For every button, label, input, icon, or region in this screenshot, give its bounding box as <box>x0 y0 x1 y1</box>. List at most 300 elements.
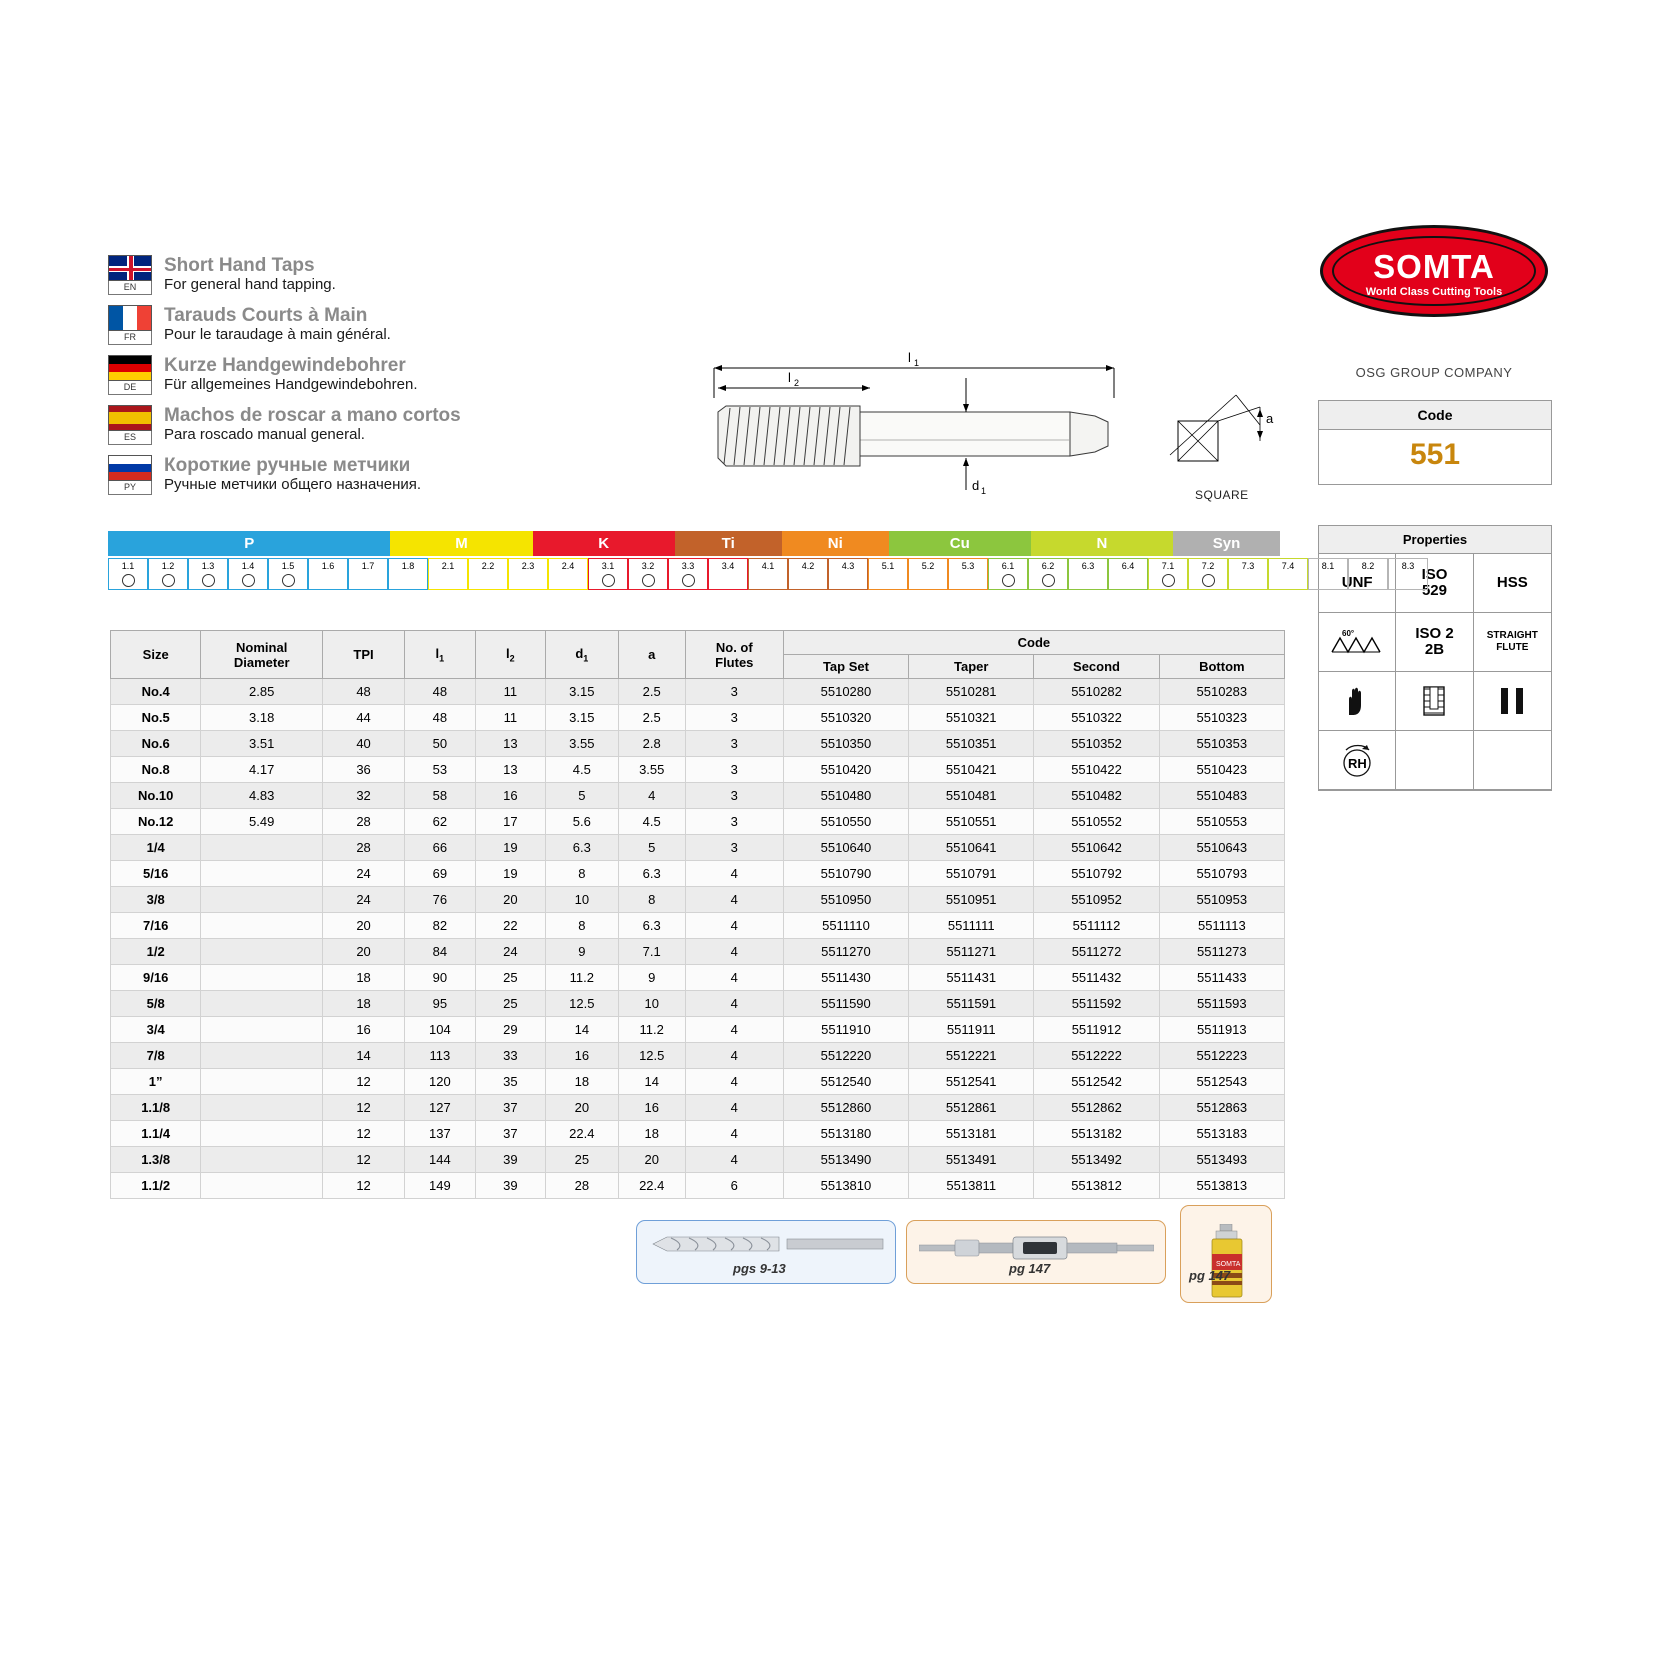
l2-cell: 19 <box>475 861 545 887</box>
bottom-code-cell: 5510953 <box>1159 887 1284 913</box>
tap-set-code-cell: 5511910 <box>783 1017 908 1043</box>
language-row-de <box>108 355 628 395</box>
table-row <box>111 1017 1285 1043</box>
language-code: PY <box>108 481 152 495</box>
material-cell[interactable] <box>1068 558 1108 590</box>
material-cell-number: 3.1 <box>601 561 615 571</box>
tap-set-code-cell: 5513180 <box>783 1121 908 1147</box>
table-row <box>111 1043 1285 1069</box>
flutes-cell: 3 <box>685 809 783 835</box>
taper-code-cell: 5511111 <box>909 913 1034 939</box>
l1-cell: 149 <box>405 1173 476 1199</box>
flutes-cell: 4 <box>685 939 783 965</box>
material-cell[interactable] <box>388 558 428 590</box>
language-code: FR <box>108 331 152 345</box>
material-cell-number: 1.6 <box>321 561 335 571</box>
material-cell[interactable] <box>1308 558 1348 590</box>
l2-cell: 37 <box>475 1095 545 1121</box>
svg-text:1: 1 <box>981 486 987 496</box>
flutes-cell: 4 <box>685 1069 783 1095</box>
material-cell[interactable] <box>988 558 1028 590</box>
material-cell[interactable] <box>708 558 748 590</box>
nominal-diameter-cell <box>201 965 323 991</box>
material-cell-number: 7.4 <box>1281 561 1295 571</box>
material-cell-number: 8.3 <box>1401 561 1415 571</box>
l1-cell: 66 <box>405 835 476 861</box>
nominal-diameter-cell <box>201 1043 323 1069</box>
tap-set-code-cell: 5510420 <box>783 757 908 783</box>
second-code-cell: 5510482 <box>1034 783 1159 809</box>
d1-cell: 16 <box>545 1043 618 1069</box>
language-code: DE <box>108 381 152 395</box>
l1-cell: 53 <box>405 757 476 783</box>
related-tap-wrench-tile[interactable] <box>906 1220 1166 1284</box>
tpi-cell: 16 <box>323 1017 405 1043</box>
flag-en <box>108 255 154 295</box>
material-dot <box>162 574 175 587</box>
tpi-cell: 32 <box>323 783 405 809</box>
second-code-cell: 5510792 <box>1034 861 1159 887</box>
nominal-diameter-cell <box>201 861 323 887</box>
d1-cell: 25 <box>545 1147 618 1173</box>
a-cell: 10 <box>618 991 685 1017</box>
material-dot <box>642 574 655 587</box>
tap-set-code-cell: 5510320 <box>783 705 908 731</box>
l1-cell: 69 <box>405 861 476 887</box>
nominal-diameter-cell <box>201 1173 323 1199</box>
code-box-value: 551 <box>1409 438 1461 471</box>
bottom-code-cell: 5513493 <box>1159 1147 1284 1173</box>
l1-cell: 62 <box>405 809 476 835</box>
a-cell: 16 <box>618 1095 685 1121</box>
material-dot <box>202 574 215 587</box>
taper-code-cell: 5512861 <box>909 1095 1034 1121</box>
taper-code-cell: 5512221 <box>909 1043 1034 1069</box>
second-code-cell: 5510322 <box>1034 705 1159 731</box>
tap-set-code-cell: 5513810 <box>783 1173 908 1199</box>
size-cell: No.8 <box>111 757 201 783</box>
material-cell[interactable] <box>1348 558 1388 590</box>
size-cell: 1.1/8 <box>111 1095 201 1121</box>
material-cell[interactable] <box>308 558 348 590</box>
property-blank-1 <box>1396 731 1473 790</box>
language-descriptions <box>108 255 628 505</box>
table-row <box>111 679 1285 705</box>
bottom-code-cell: 5511433 <box>1159 965 1284 991</box>
material-cell[interactable] <box>1108 558 1148 590</box>
somta-logo <box>1320 225 1548 335</box>
table-row <box>111 1173 1285 1199</box>
related-tap-wrench-label: pg 147 <box>1009 1261 1051 1276</box>
flutes-cell: 3 <box>685 757 783 783</box>
flutes-cell: 6 <box>685 1173 783 1199</box>
material-dot <box>682 574 695 587</box>
svg-text:2: 2 <box>794 378 800 388</box>
material-subgroup-Syn <box>1308 558 1428 590</box>
size-cell: 1/2 <box>111 939 201 965</box>
tap-set-code-cell: 5512540 <box>783 1069 908 1095</box>
material-subgroup-Ti <box>748 558 868 590</box>
material-cell-number: 4.3 <box>841 561 855 571</box>
taper-code-cell: 5511911 <box>909 1017 1034 1043</box>
l2-cell: 25 <box>475 991 545 1017</box>
table-row <box>111 991 1285 1017</box>
l1-cell: 144 <box>405 1147 476 1173</box>
tap-set-code-cell: 5512220 <box>783 1043 908 1069</box>
property-blank-2 <box>1474 731 1551 790</box>
bottom-code-cell: 5512863 <box>1159 1095 1284 1121</box>
l2-cell: 39 <box>475 1147 545 1173</box>
a-cell: 2.5 <box>618 679 685 705</box>
nominal-diameter-cell <box>201 835 323 861</box>
taper-code-cell: 5510321 <box>909 705 1034 731</box>
size-cell: 1/4 <box>111 835 201 861</box>
material-cell[interactable] <box>828 558 868 590</box>
l1-cell: 48 <box>405 705 476 731</box>
table-row <box>111 809 1285 835</box>
material-cell-number: 1.3 <box>201 561 215 571</box>
taper-code-cell: 5510951 <box>909 887 1034 913</box>
material-cell[interactable] <box>668 558 708 590</box>
d1-cell: 8 <box>545 861 618 887</box>
taper-code-cell: 5511591 <box>909 991 1034 1017</box>
l1-cell: 58 <box>405 783 476 809</box>
material-cell[interactable] <box>148 558 188 590</box>
flutes-cell: 4 <box>685 861 783 887</box>
l2-cell: 16 <box>475 783 545 809</box>
blind-hole-icon <box>1396 672 1473 731</box>
flutes-cell: 4 <box>685 913 783 939</box>
a-cell: 9 <box>618 965 685 991</box>
d1-cell: 9 <box>545 939 618 965</box>
table-row <box>111 1069 1285 1095</box>
flutes-cell: 4 <box>685 1017 783 1043</box>
osg-group-text: OSG GROUP COMPANY <box>1355 365 1513 380</box>
bottom-code-cell: 5513183 <box>1159 1121 1284 1147</box>
l2-cell: 19 <box>475 835 545 861</box>
col-bottom: Bottom <box>1159 655 1284 679</box>
nominal-diameter-cell: 2.85 <box>201 679 323 705</box>
material-cell-number: 6.3 <box>1081 561 1095 571</box>
material-cell-number: 8.2 <box>1361 561 1375 571</box>
material-cell-number: 4.2 <box>801 561 815 571</box>
flag-ru <box>108 455 154 495</box>
material-dot <box>1002 574 1015 587</box>
second-code-cell: 5510422 <box>1034 757 1159 783</box>
tpi-cell: 12 <box>323 1121 405 1147</box>
flutes-cell: 4 <box>685 991 783 1017</box>
col-l2: $l_2$ <box>475 631 545 679</box>
col-second: Second <box>1034 655 1159 679</box>
table-row <box>111 913 1285 939</box>
material-subgroup-P <box>108 558 428 590</box>
drill-bit-icon <box>647 1233 887 1255</box>
nominal-diameter-cell: 3.51 <box>201 731 323 757</box>
tpi-cell: 28 <box>323 835 405 861</box>
second-code-cell: 5511272 <box>1034 939 1159 965</box>
taper-code-cell: 5512541 <box>909 1069 1034 1095</box>
tap-set-code-cell: 5511430 <box>783 965 908 991</box>
table-row <box>111 887 1285 913</box>
material-cell[interactable] <box>1188 558 1228 590</box>
nominal-diameter-cell <box>201 1095 323 1121</box>
l1-cell: 127 <box>405 1095 476 1121</box>
l2-cell: 33 <box>475 1043 545 1069</box>
related-drill-label: pgs 9-13 <box>733 1261 786 1276</box>
language-subtitle: Pour le taraudage à main général. <box>164 326 391 343</box>
material-cell[interactable] <box>468 558 508 590</box>
language-title: Short Hand Taps <box>164 255 315 276</box>
taper-code-cell: 5511271 <box>909 939 1034 965</box>
material-cell[interactable] <box>588 558 628 590</box>
tap-set-code-cell: 5511270 <box>783 939 908 965</box>
hand-tapping-icon <box>1319 672 1396 731</box>
material-cell-number: 3.4 <box>721 561 735 571</box>
a-cell: 22.4 <box>618 1173 685 1199</box>
material-cell[interactable] <box>908 558 948 590</box>
bottom-code-cell: 5510793 <box>1159 861 1284 887</box>
d1-cell: 11.2 <box>545 965 618 991</box>
a-cell: 20 <box>618 1147 685 1173</box>
property-straight-flute: STRAIGHT FLUTE <box>1474 613 1551 672</box>
material-cell[interactable] <box>1028 558 1068 590</box>
language-subtitle: For general hand tapping. <box>164 276 336 293</box>
material-cell-number: 5.1 <box>881 561 895 571</box>
bottom-code-cell: 5510323 <box>1159 705 1284 731</box>
col-tpi: TPI <box>323 631 405 679</box>
d1-cell: 12.5 <box>545 991 618 1017</box>
material-cell-number: 7.1 <box>1161 561 1175 571</box>
language-row-en <box>108 255 628 295</box>
material-cell-number: 6.4 <box>1121 561 1135 571</box>
material-cell[interactable] <box>428 558 468 590</box>
material-cell[interactable] <box>1388 558 1428 590</box>
second-code-cell: 5510552 <box>1034 809 1159 835</box>
tpi-cell: 12 <box>323 1147 405 1173</box>
d1-cell: 18 <box>545 1069 618 1095</box>
tap-set-code-cell: 5511110 <box>783 913 908 939</box>
d1-cell: 14 <box>545 1017 618 1043</box>
material-subgroup-K <box>588 558 748 590</box>
tap-set-code-cell: 5511590 <box>783 991 908 1017</box>
taper-code-cell: 5511431 <box>909 965 1034 991</box>
tpi-cell: 20 <box>323 939 405 965</box>
material-cell[interactable] <box>108 558 148 590</box>
flutes-cell: 3 <box>685 705 783 731</box>
material-cell[interactable] <box>188 558 228 590</box>
material-cell[interactable] <box>748 558 788 590</box>
related-drill-tile[interactable] <box>636 1220 896 1284</box>
material-dot <box>1162 574 1175 587</box>
material-cell-number: 1.2 <box>161 561 175 571</box>
material-cell-number: 1.1 <box>121 561 135 571</box>
second-code-cell: 5512542 <box>1034 1069 1159 1095</box>
tpi-cell: 18 <box>323 965 405 991</box>
size-cell: 7/16 <box>111 913 201 939</box>
bottom-code-cell: 5510423 <box>1159 757 1284 783</box>
material-cell-number: 4.1 <box>761 561 775 571</box>
flutes-cell: 4 <box>685 887 783 913</box>
col-nominal-diameter: Nominal Diameter <box>201 631 323 679</box>
taper-code-cell: 5510481 <box>909 783 1034 809</box>
nominal-diameter-cell <box>201 1017 323 1043</box>
bottom-code-cell: 5511113 <box>1159 913 1284 939</box>
material-cell[interactable] <box>508 558 548 590</box>
a-cell: 2.8 <box>618 731 685 757</box>
material-cell[interactable] <box>268 558 308 590</box>
l1-cell: 104 <box>405 1017 476 1043</box>
material-cell[interactable] <box>1268 558 1308 590</box>
size-cell: 3/4 <box>111 1017 201 1043</box>
taper-code-cell: 5513811 <box>909 1173 1034 1199</box>
nominal-diameter-cell <box>201 939 323 965</box>
l1-cell: 50 <box>405 731 476 757</box>
material-cell-number: 3.2 <box>641 561 655 571</box>
a-cell: 5 <box>618 835 685 861</box>
d1-cell: 3.15 <box>545 679 618 705</box>
logo-oval-icon <box>1320 225 1548 317</box>
svg-text:a: a <box>1266 411 1274 426</box>
code-box <box>1318 400 1552 485</box>
material-group-label-Syn: Syn <box>1173 531 1280 556</box>
l2-cell: 35 <box>475 1069 545 1095</box>
tpi-cell: 12 <box>323 1069 405 1095</box>
material-cell[interactable] <box>868 558 908 590</box>
second-code-cell: 5510282 <box>1034 679 1159 705</box>
tpi-cell: 44 <box>323 705 405 731</box>
col-code-group: Code <box>783 631 1284 655</box>
bottom-code-cell: 5510283 <box>1159 679 1284 705</box>
flag-fr <box>108 305 154 345</box>
table-row <box>111 939 1285 965</box>
svg-text:l: l <box>908 350 911 365</box>
material-cell-number: 1.4 <box>241 561 255 571</box>
related-spray-tile[interactable] <box>1180 1205 1272 1303</box>
language-subtitle: Para roscado manual general. <box>164 426 365 443</box>
a-cell: 18 <box>618 1121 685 1147</box>
table-header-row <box>111 631 1285 655</box>
spain-flag-icon <box>108 405 152 431</box>
tap-set-code-cell: 5512860 <box>783 1095 908 1121</box>
material-cell[interactable] <box>1148 558 1188 590</box>
l2-cell: 37 <box>475 1121 545 1147</box>
material-cell[interactable] <box>548 558 588 590</box>
taper-code-cell: 5510791 <box>909 861 1034 887</box>
material-group-label-P: P <box>108 531 390 556</box>
language-title: Machos de roscar a mano cortos <box>164 405 461 426</box>
material-cell-number: 8.1 <box>1321 561 1335 571</box>
nominal-diameter-cell <box>201 1147 323 1173</box>
size-cell: 1” <box>111 1069 201 1095</box>
tap-set-code-cell: 5510350 <box>783 731 908 757</box>
property-hss: HSS <box>1474 554 1551 613</box>
l2-cell: 20 <box>475 887 545 913</box>
material-subgroup-N <box>1148 558 1308 590</box>
right-hand-rotation-icon <box>1319 731 1396 790</box>
bottom-code-cell: 5512223 <box>1159 1043 1284 1069</box>
material-cell-number: 5.3 <box>961 561 975 571</box>
l2-cell: 13 <box>475 731 545 757</box>
size-cell: 5/16 <box>111 861 201 887</box>
material-cell-number: 1.7 <box>361 561 375 571</box>
material-group-label-K: K <box>533 531 675 556</box>
material-group-label-N: N <box>1031 531 1173 556</box>
material-dot <box>242 574 255 587</box>
bottom-code-cell: 5510553 <box>1159 809 1284 835</box>
d1-cell: 4.5 <box>545 757 618 783</box>
l2-cell: 11 <box>475 679 545 705</box>
second-code-cell: 5513812 <box>1034 1173 1159 1199</box>
size-cell: 3/8 <box>111 887 201 913</box>
table-row <box>111 835 1285 861</box>
a-cell: 3.55 <box>618 757 685 783</box>
flutes-cell: 4 <box>685 1095 783 1121</box>
svg-text:RH: RH <box>1348 756 1367 771</box>
material-dot <box>1202 574 1215 587</box>
svg-text:1: 1 <box>914 358 920 368</box>
table-row <box>111 731 1285 757</box>
language-title: Tarauds Courts à Main <box>164 305 368 326</box>
material-cell-number: 7.3 <box>1241 561 1255 571</box>
d1-cell: 6.3 <box>545 835 618 861</box>
material-cell[interactable] <box>788 558 828 590</box>
second-code-cell: 5512222 <box>1034 1043 1159 1069</box>
second-code-cell: 5511432 <box>1034 965 1159 991</box>
russia-flag-icon <box>108 455 152 481</box>
l1-cell: 120 <box>405 1069 476 1095</box>
col-a: a <box>618 631 685 679</box>
a-cell: 4 <box>618 783 685 809</box>
bottom-code-cell: 5512543 <box>1159 1069 1284 1095</box>
uk-flag-icon <box>108 255 152 281</box>
taper-code-cell: 5510641 <box>909 835 1034 861</box>
tap-wrench-icon <box>919 1235 1154 1261</box>
second-code-cell: 5511912 <box>1034 1017 1159 1043</box>
d1-cell: 3.55 <box>545 731 618 757</box>
nominal-diameter-cell <box>201 1069 323 1095</box>
material-cell[interactable] <box>628 558 668 590</box>
a-cell: 14 <box>618 1069 685 1095</box>
material-cell[interactable] <box>1228 558 1268 590</box>
col-d1: $d_1$ <box>545 631 618 679</box>
a-cell: 2.5 <box>618 705 685 731</box>
l1-cell: 76 <box>405 887 476 913</box>
material-cell[interactable] <box>948 558 988 590</box>
language-title: Kurze Handgewindebohrer <box>164 355 406 376</box>
material-group-label-Ni: Ni <box>782 531 889 556</box>
svg-text:60°: 60° <box>1342 629 1355 638</box>
material-subgroup-Cu <box>988 558 1148 590</box>
tpi-cell: 24 <box>323 861 405 887</box>
d1-cell: 8 <box>545 913 618 939</box>
specification-table <box>110 630 1285 1199</box>
second-code-cell: 5513182 <box>1034 1121 1159 1147</box>
second-code-cell: 5511592 <box>1034 991 1159 1017</box>
material-cell[interactable] <box>228 558 268 590</box>
spray-can-icon <box>1207 1224 1247 1298</box>
l2-cell: 29 <box>475 1017 545 1043</box>
l1-cell: 82 <box>405 913 476 939</box>
second-code-cell: 5510352 <box>1034 731 1159 757</box>
size-cell: 5/8 <box>111 991 201 1017</box>
tap-set-code-cell: 5510480 <box>783 783 908 809</box>
material-cell[interactable] <box>348 558 388 590</box>
d1-cell: 5.6 <box>545 809 618 835</box>
logo-tagline: World Class Cutting Tools <box>1365 286 1503 298</box>
material-cell-number: 2.4 <box>561 561 575 571</box>
tap-set-code-cell: 5510640 <box>783 835 908 861</box>
flutes-cell: 4 <box>685 1121 783 1147</box>
